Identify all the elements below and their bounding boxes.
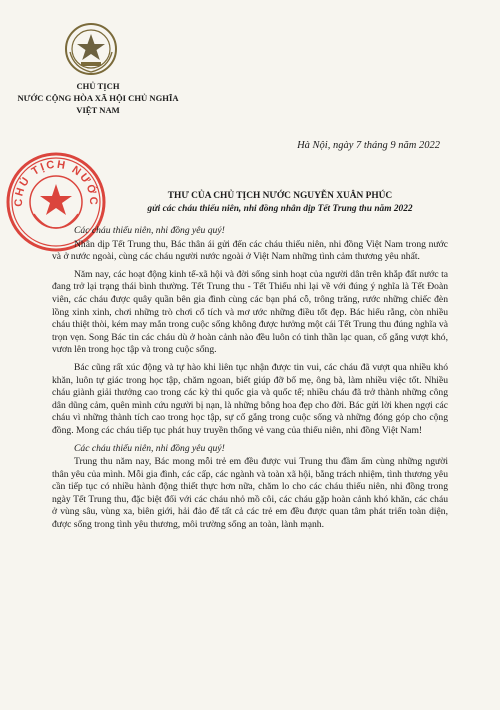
paragraph: Trung thu năm nay, Bác mong mỗi trẻ em đều được vui Trung thu đầm ấm cùng những người thân yêu của mình. Mỗi gia đình, các cấp, các ngành và toàn xã hội, bằng trách nhiệm, tình thương yêu cần tiếp tục có nhiều hành động thiết thực hơn nữa, chăm lo cho các cháu thiếu niên, nhi đồng trong ngày Tết Trung thu, đặc biệt đối với các cháu nhỏ mồ côi, các cháu gặp hoàn cảnh khó khăn, các cháu ở vùng sâu, vùng xa, biên giới, hải đảo để tất cả các trẻ em đều được quan tâm phát triển toàn diện, được sống trong tình yêu thương, môi trường sống an toàn, lành mạnh. [52,456,448,531]
national-emblem-icon [64,22,118,76]
letter-subtitle: gửi các cháu thiếu niên, nhi đồng nhân dịp Tết Trung thu năm 2022 [147,204,413,214]
letter-heading [110,190,450,216]
svg-text:CHỦ TỊCH NƯỚC: CHỦ TỊCH NƯỚC [12,158,100,207]
issuing-office [12,80,184,116]
office-country-line: NƯỚC CỘNG HÒA XÃ HỘI CHỦ NGHĨA [17,93,179,103]
letter-body [52,225,448,537]
paragraph: Nhân dịp Tết Trung thu, Bác thân ái gửi đến các cháu thiếu niên, nhi đồng Việt Nam trong nước và ở nước ngoài, cùng các cháu người nước ngoài ở Việt Nam những tình cảm thương yêu nhất. [52,238,448,263]
greeting: Các cháu thiếu niên, nhi đồng yêu quý! [74,225,225,236]
office-country-line-2: VIỆT NAM [76,105,120,115]
letter-title: THƯ CỦA CHỦ TỊCH NƯỚC NGUYỄN XUÂN PHÚC [167,191,393,201]
paragraph: Bác cũng rất xúc động và tự hào khi liên tục nhận được tin vui, các cháu đã vượt qua nhiều khó khăn, luôn tự giác trong học tập, chăm ngoan, biết giúp đỡ bố mẹ, ông bà, làm nhiều việc tốt. Nhiều cháu giành giải thưởng cao trong các kỳ thi quốc gia và quốc tế; nhiều cháu đã trở thành những công dân dũng cảm, quên mình cứu người bị nạn, là những bông hoa đẹp cho đời. Bác gửi lời khen ngợi các cháu vì những thành tích cao trong học tập, sự cố gắng trong cuộc sống và những đóng góp cho cộng đồng. Mong các cháu tiếp tục phát huy truyền thống vẻ vang của thiếu niên, nhi đồng Việt Nam! [52,361,448,436]
greeting: Các cháu thiếu niên, nhi đồng yêu quý! [74,442,225,454]
paragraph: Năm nay, các hoạt động kinh tế-xã hội và đời sống sinh hoạt của người dân trên khắp đất nước ta đang trở lại trạng thái bình thường. Tết Trung thu - Tết Thiếu nhi lại về với đúng ý nghĩa là Tết Đoàn viên, các cháu được quây quần bên gia đình cùng các bạn phá cỗ, trông trăng, rước những chiếc đèn lồng xinh xinh, chơi những trò chơi cổ tích và mơ ước những điều tốt đẹp. Bác hiểu rằng, còn nhiều cháu thiệt thòi, kém may mắn trong cuộc sống không được hưởng một cái Tết Trung thu đúng nghĩa và trọn vẹn. Song Bác tin các cháu dù ở hoàn cảnh nào đều luôn có tinh thần lạc quan, cố gắng vượt khó, vươn lên trong học tập và trong cuộc sống. [52,268,448,356]
letter-date: Hà Nội, ngày 7 tháng 9 năm 2022 [297,140,440,151]
office-title: CHỦ TỊCH [76,81,120,91]
